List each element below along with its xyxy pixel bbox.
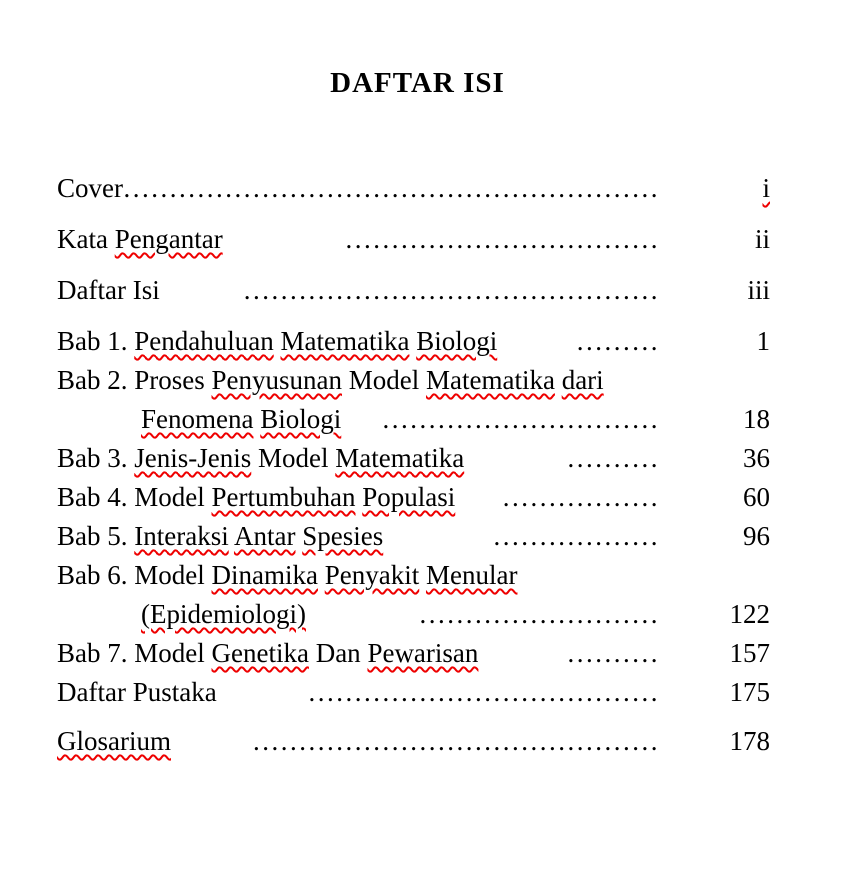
toc-entry-text — [318, 560, 325, 590]
misspelled-word: Pendahuluan — [134, 326, 274, 356]
misspelled-word: Spesies — [302, 521, 384, 551]
misspelled-word: Jenis-Jenis — [134, 443, 252, 473]
toc-row — [57, 676, 778, 708]
toc-entry-label — [57, 676, 217, 708]
toc-entry-label — [57, 637, 478, 669]
toc-entry-text: Kata — [57, 224, 115, 254]
page-number — [660, 676, 778, 708]
page-number — [660, 520, 778, 552]
misspelled-word: Fenomena — [141, 404, 254, 434]
misspelled-word: Biologi — [416, 326, 498, 356]
page-number — [660, 325, 778, 357]
page-number — [660, 725, 778, 757]
toc-row — [57, 520, 778, 552]
page-number-text: ii — [754, 224, 770, 254]
misspelled-word: Glosarium — [57, 726, 171, 756]
dot-leader: .................. — [493, 521, 660, 551]
misspelled-word: Interaksi — [134, 521, 229, 551]
page-number-text: 157 — [729, 638, 770, 668]
dot-leader: .......... — [567, 638, 660, 668]
toc-entry-text: Cover — [57, 173, 123, 203]
misspelled-word: Pewarisan — [367, 638, 479, 668]
toc-entry-label — [57, 725, 171, 757]
toc-entry-text: Bab 7. Model — [57, 638, 212, 668]
toc-list — [57, 172, 778, 757]
toc-entry-label — [57, 559, 517, 591]
misspelled-word: (Epidemiologi) — [141, 599, 306, 629]
toc-entry-label — [57, 325, 497, 357]
toc-row — [57, 481, 778, 513]
toc-entry-text: Model — [342, 365, 426, 395]
toc-row — [57, 364, 778, 396]
page-number-text: 60 — [743, 482, 770, 512]
toc-row — [57, 403, 778, 435]
page-number — [660, 598, 778, 630]
page-number-text: 18 — [743, 404, 770, 434]
misspelled-word: Dinamika — [211, 560, 318, 590]
misspelled-word: Populasi — [362, 482, 456, 512]
misspelled-word: Pengantar — [114, 224, 223, 254]
misspelled-word: Penyakit — [324, 560, 420, 590]
page-number-text: 178 — [729, 726, 770, 756]
misspelled-word: dari — [561, 365, 604, 395]
misspelled-word: Matematika — [280, 326, 410, 356]
page-number-text: 1 — [756, 326, 770, 356]
page-number — [660, 172, 778, 204]
misspelled-page-number: i — [762, 173, 770, 203]
toc-entry-text: Daftar Isi — [57, 275, 160, 305]
page-number-text: 96 — [743, 521, 770, 551]
toc-entry-label — [57, 364, 604, 396]
toc-entry-label — [57, 172, 123, 204]
toc-row — [57, 172, 778, 204]
toc-entry-text: Bab 3. — [57, 443, 135, 473]
toc-entry-label — [141, 403, 341, 435]
page-number — [660, 442, 778, 474]
dot-leader: ............................................ — [253, 726, 660, 756]
misspelled-word: Menular — [425, 560, 518, 590]
toc-entry-label — [57, 481, 455, 513]
misspelled-word: Penyusunan — [211, 365, 342, 395]
toc-entry-text — [555, 365, 562, 395]
toc-row — [57, 725, 778, 757]
toc-row — [57, 223, 778, 255]
toc-entry-label — [57, 442, 464, 474]
page-number — [660, 637, 778, 669]
page-number-text: 175 — [729, 677, 770, 707]
toc-entry-text: Bab 1. — [57, 326, 135, 356]
toc-row — [57, 274, 778, 306]
toc-entry-text: Bab 4. Model — [57, 482, 212, 512]
page-title: DAFTAR ISI — [330, 67, 505, 99]
toc-entry-label — [141, 598, 306, 630]
misspelled-word: Antar — [233, 521, 296, 551]
dot-leader: ...................................... — [308, 677, 660, 707]
toc-entry-label — [57, 223, 223, 255]
toc-entry-text — [419, 560, 426, 590]
toc-entry-label — [57, 520, 383, 552]
toc-row — [57, 559, 778, 591]
toc-row — [57, 325, 778, 357]
dot-leader: ................. — [502, 482, 660, 512]
toc-row — [57, 598, 778, 630]
toc-row — [57, 442, 778, 474]
page-number — [660, 223, 778, 255]
page-number — [660, 274, 778, 306]
misspelled-word: Genetika — [211, 638, 309, 668]
dot-leader: .......... — [567, 443, 660, 473]
toc-entry-text: Daftar Pustaka — [57, 677, 217, 707]
toc-entry-text: Model — [251, 443, 336, 473]
toc-entry-text: Bab 5. — [57, 521, 135, 551]
toc-entry-label — [57, 274, 160, 306]
dot-leader: .................................. — [345, 224, 660, 254]
page-number-text: 122 — [729, 599, 770, 629]
dot-leader: .......................................................... — [123, 173, 660, 203]
toc-entry-text: Bab 6. Model — [57, 560, 212, 590]
misspelled-word: Matematika — [335, 443, 465, 473]
dot-leader: .......................... — [419, 599, 660, 629]
misspelled-word: Biologi — [260, 404, 342, 434]
misspelled-word: Matematika — [426, 365, 555, 395]
toc-entry-text: Bab 2. Proses — [57, 365, 212, 395]
page-number — [660, 481, 778, 513]
toc-row — [57, 637, 778, 669]
page-number — [660, 403, 778, 435]
dot-leader: ......... — [576, 326, 660, 356]
page-number-text: iii — [747, 275, 770, 305]
page-number-text: 36 — [743, 443, 770, 473]
dot-leader: .............................. — [382, 404, 660, 434]
dot-leader: ............................................. — [243, 275, 660, 305]
toc-entry-text: Dan — [308, 638, 368, 668]
misspelled-word: Pertumbuhan — [211, 482, 356, 512]
